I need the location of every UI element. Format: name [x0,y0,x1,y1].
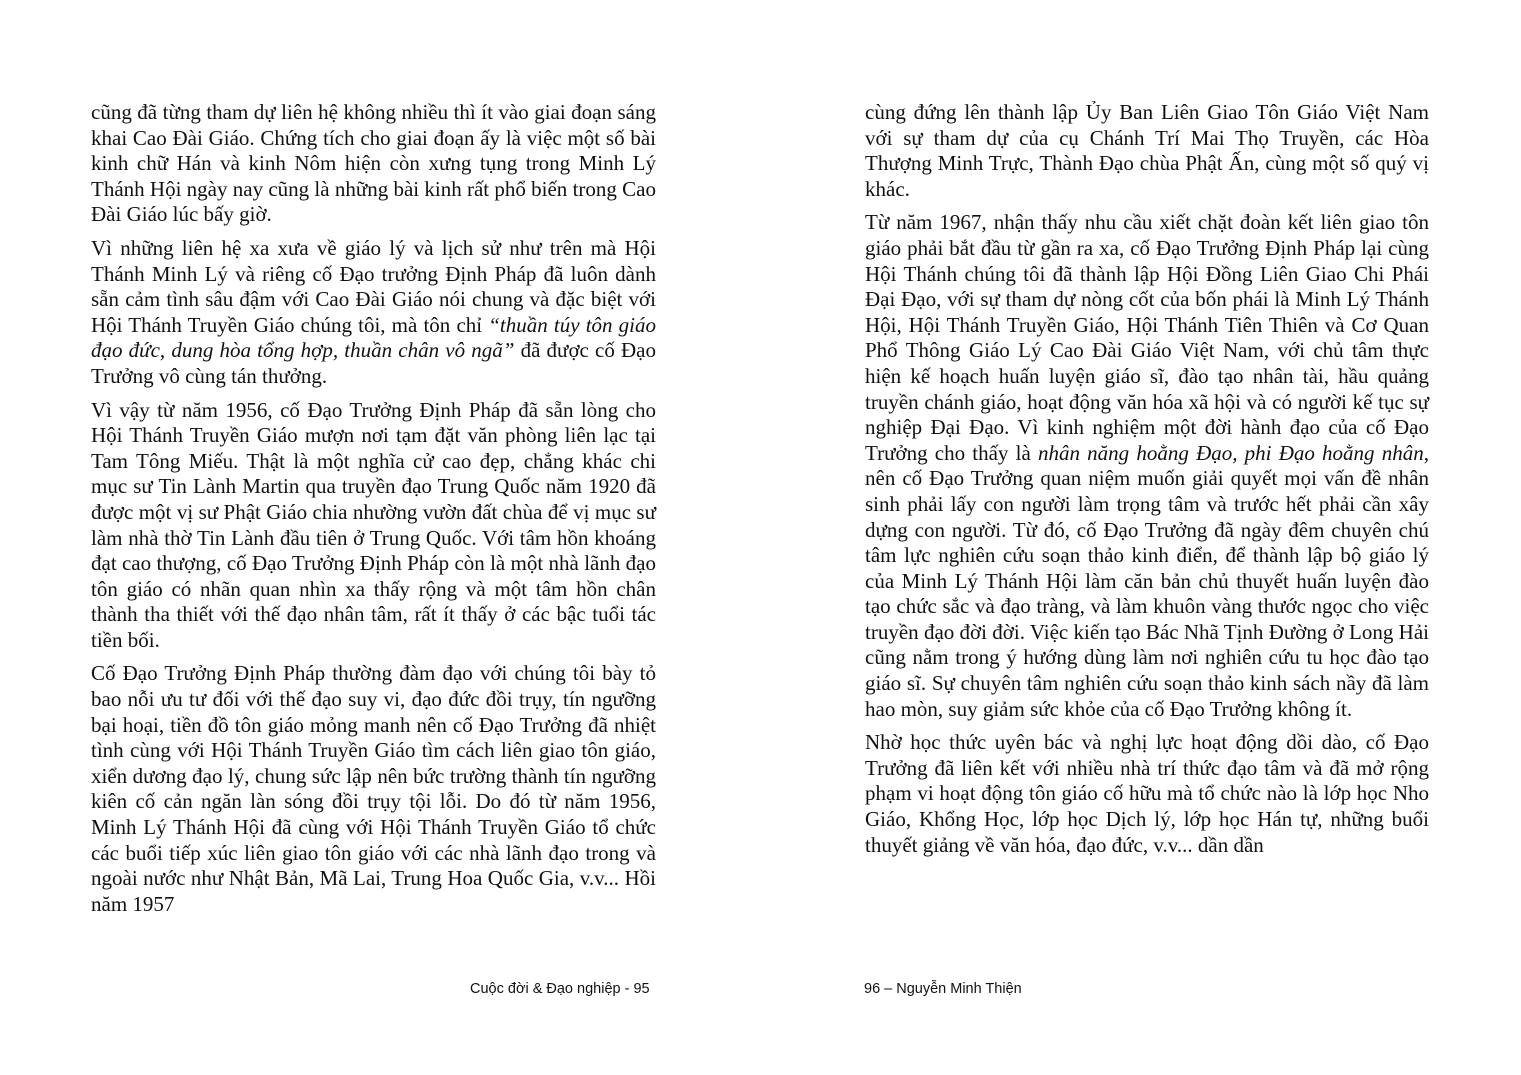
left-paragraph-3: Vì vậy từ năm 1956, cố Đạo Trưởng Định Pháp đã sẵn lòng cho Hội Thánh Truyền Giáo mượn nơi tạm đặt văn phòng liên lạc tại Tam Tông Miếu. Thật là một nghĩa cử cao đẹp, chẳng khác chi mục sư Tin Lành Martin qua truyền đạo Trung Quốc năm 1920 đã được một vị sư Phật Giáo chia nhường vườn đất chùa để vị mục sư làm nhà thờ Tin Lành đầu tiên ở Trung Quốc. Với tâm hồn khoáng đạt cao thượng, cố Đạo Trưởng Định Pháp còn là một nhà lãnh đạo tôn giáo có nhãn quan nhìn xa thấy rộng và một tâm hồn chân thành tha thiết với thế đạo nhân tâm, rất ít thấy ở các bậc tuổi tác tiền bối. [91,397,656,652]
right-paragraph-1: cùng đứng lên thành lập Ủy Ban Liên Giao Tôn Giáo Việt Nam với sự tham dự của cụ Chánh Trí Mai Thọ Truyền, các Hòa Thượng Minh Trực, Thành Đạo chùa Phật Ấn, cùng một số quý vị khác. [865,100,1429,201]
left-page-body [91,100,656,925]
right-paragraph-2-quote: nhân năng hoằng Đạo, phi Đạo hoằng nhân [1037,440,1424,465]
left-paragraph-1: cũng đã từng tham dự liên hệ không nhiều thì ít vào giai đoạn sáng khai Cao Đài Giáo. Chứng tích cho giai đoạn ấy là việc một số bài kinh chữ Hán và kinh Nôm hiện còn xưng tụng trong Minh Lý Thánh Hội ngày nay cũng là những bài kinh rất phổ biến trong Cao Đài Giáo lúc bấy giờ. [91,100,656,227]
right-paragraph-2 [865,210,1429,722]
left-paragraph-2-text-end: đã được cố Đạo Trưởng vô cùng tán thưởng. [91,338,656,388]
left-paragraph-2 [91,236,656,390]
right-paragraph-2-text-end: , nên cố Đạo Trưởng quan niệm muốn giải quyết mọi vấn đề nhân sinh phải lấy con người làm trọng tâm và trước hết phải cần xây dựng con người. Từ đó, cố Đạo Trưởng đã ngày đêm chuyên chú tâm lực nghiên cứu soạn thảo kinh điển, để thành lập bộ giáo lý của Minh Lý Thánh Hội làm căn bản chủ thuyết huấn luyện đào tạo chức sắc và đạo tràng, và làm khuôn vàng thước ngọc cho việc truyền đạo đời đời. Việc kiến tạo Bác Nhã Tịnh Đường ở Long Hải cũng nằm trong ý hướng dùng làm nơi nghiên cứu tu học đào tạo giáo sĩ. Sự chuyên tâm nghiên cứu soạn thảo kinh sách nầy đã làm hao mòn, suy giảm sức khỏe của cố Đạo Trưởng không ít. [865,440,1430,721]
right-page-footer: 96 – Nguyễn Minh Thiện [864,981,1022,997]
right-paragraph-2-text: Từ năm 1967, nhận thấy nhu cầu xiết chặt đoàn kết liên giao tôn giáo phải bắt đầu từ gần ra xa, cố Đạo Trưởng Định Pháp lại cùng Hội Thánh chúng tôi đã thành lập Hội Đồng Liên Giao Chi Phái Đại Đạo, với sự tham dự nòng cốt của bốn phái là Minh Lý Thánh Hội, Hội Thánh Truyền Giáo, Hội Thánh Tiên Thiên và Cơ Quan Phổ Thông Giáo Lý Cao Đài Giáo Việt Nam, với chủ tâm thực hiện kế hoạch huấn luyện giáo sĩ, đào tạo nhân tài, hầu quảng truyền chánh giáo, hoạt động văn hóa xã hội và có người kế tục sự nghiệp Đại Đạo. Vì kinh nghiệm một đời hành đạo của cố Đạo Trưởng cho thấy là [865,210,1429,465]
left-paragraph-2-text: Vì những liên hệ xa xưa về giáo lý và lịch sử như trên mà Hội Thánh Minh Lý và riêng cố Đạo trưởng Định Pháp đã luôn dành sẵn cảm tình sâu đậm với Cao Đài Giáo nói chung và đặc biệt với Hội Thánh Truyền Giáo chúng tôi, mà tôn chỉ [91,235,656,337]
right-paragraph-3: Nhờ học thức uyên bác và nghị lực hoạt động dồi dào, cố Đạo Trưởng đã liên kết với nhiều nhà trí thức đạo tâm và đã mở rộng phạm vi hoạt động tôn giáo cố hữu mà tổ chức nào là lớp học Nho Giáo, Khổng Học, lớp học Dịch lý, lớp học Hán tự, những buổi thuyết giảng về văn hóa, đạo đức, v.v... dần dần [865,730,1429,857]
left-paragraph-2-quote: “thuần túy tôn giáo đạo đức, dung hòa tổng hợp, thuần chân vô ngã” [91,312,657,363]
right-page-body [865,100,1429,866]
left-page-footer: Cuộc đời & Đạo nghiệp - 95 [470,981,650,997]
left-paragraph-4: Cố Đạo Trưởng Định Pháp thường đàm đạo với chúng tôi bày tỏ bao nỗi ưu tư đối với thế đạo suy vi, đạo đức đồi trụy, tín ngưỡng bại hoại, tiền đồ tôn giáo mỏng manh nên cố Đạo Trưởng đã nhiệt tình cùng với Hội Thánh Truyền Giáo tìm cách liên giao tôn giáo, xiển dương đạo lý, chung sức lập nên bức trường thành tín ngưỡng kiên cố cản ngăn làn sóng đồi trụy tội lỗi. Do đó từ năm 1956, Minh Lý Thánh Hội đã cùng với Hội Thánh Truyền Giáo tổ chức các buổi tiếp xúc liên giao tôn giáo với các nhà lãnh đạo trong và ngoài nước như Nhật Bản, Mã Lai, Trung Hoa Quốc Gia, v.v... Hồi năm 1957 [91,661,656,916]
